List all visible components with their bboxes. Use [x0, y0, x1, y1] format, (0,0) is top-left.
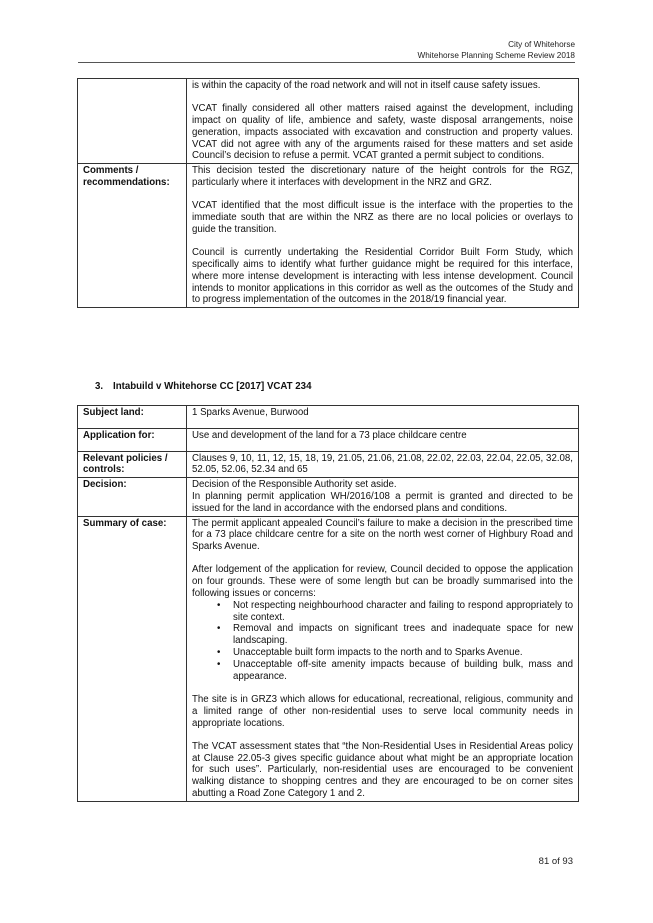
page-number: 81 of 93 — [538, 856, 573, 867]
subject-value: 1 Sparks Avenue, Burwood — [187, 406, 579, 429]
concerns-list — [192, 600, 573, 683]
paragraph: VCAT finally considered all other matters raised against the development, including impact on quality of life, ambience and safety, waste disposal arrangements, noise generation, impacts associated with excavation and construction and property values. VCAT did not agree with any of the arguments raised for these matters and set aside Council’s decision to refuse a permit. VCAT granted a permit subject to conditions. — [192, 103, 573, 162]
header-org: City of Whitehorse — [508, 40, 575, 49]
paragraph: is within the capacity of the road network and will not in itself cause safety issues. — [192, 80, 541, 91]
paragraph: Council is currently undertaking the Residential Corridor Built Form Study, which specifically aims to identify what further guidance might be required for this interface, where more intense development is interacting with less intense development. Council intends to monitor applications in this corridor as well as the outcomes of the Study and to progress implementation of the outcomes in the 2018/19 financial year. — [192, 247, 573, 306]
paragraph: The permit applicant appealed Council’s failure to make a decision in the prescribed time for a 73 place childcare centre for a site on the north west corner of Highbury Road and Sparks Avenue. — [192, 517, 573, 553]
row-label-empty — [78, 79, 187, 164]
row-content — [187, 79, 579, 164]
policies-value: Clauses 9, 10, 11, 12, 15, 18, 19, 21.05, 21.06, 21.08, 22.02, 22.03, 22.04, 22.05, 32.08, 52.05, 52.06, 52.34 and 65 — [187, 451, 579, 478]
row-label-application: Application for: — [78, 428, 187, 451]
paragraph: The VCAT assessment states that “the Non-Residential Uses in Residential Areas policy at Clause 22.05-3 gives specific guidance about what might be an appropriate location for such uses”. Particularly, non-residential uses are encouraged to be convenient walking distance to shopping centres and they are encouraged to be on corner sites abutting a Road Zone Category 1 and 2. — [192, 740, 573, 800]
list-item: • Not respecting neighbourhood character and failing to respond appropriately to site context. — [233, 600, 573, 624]
row-label-decision: Decision: — [78, 478, 187, 516]
paragraph: VCAT identified that the most difficult issue is the interface with the properties to the immediate south that are within the NRZ as there are no local policies or overlays to guide the transition. — [192, 200, 573, 235]
decision-line: Decision of the Responsible Authority set aside. — [192, 479, 397, 491]
row-label-policies: Relevant policies / controls: — [78, 451, 187, 478]
section-heading — [95, 381, 311, 392]
summary-value — [187, 516, 579, 801]
row-label-summary: Summary of case: — [78, 516, 187, 801]
table-row — [78, 516, 579, 801]
table-row — [78, 79, 579, 164]
table-row — [78, 478, 579, 516]
list-item: • Unacceptable built form impacts to the north and to Sparks Avenue. — [233, 647, 573, 659]
case-table-previous — [77, 78, 579, 308]
section-title: Intabuild v Whitehorse CC [2017] VCAT 234 — [113, 381, 312, 392]
table-row — [78, 451, 579, 478]
list-item: • Removal and impacts on significant trees and inadequate space for new landscaping. — [233, 623, 573, 647]
row-content — [187, 164, 579, 308]
table-row — [78, 164, 579, 308]
row-label-subject: Subject land: — [78, 406, 187, 429]
header-divider — [78, 62, 575, 63]
page-header — [418, 39, 575, 61]
paragraph: After lodgement of the application for review, Council decided to oppose the application on four grounds. These were of some length but can be broadly summarised into the following issues or concerns: — [192, 564, 573, 600]
application-value: Use and development of the land for a 73 place childcare centre — [187, 428, 579, 451]
list-item: • Unacceptable off-site amenity impacts because of building bulk, mass and appearance. — [233, 659, 573, 683]
decision-value — [187, 478, 579, 516]
section-number: 3. — [95, 381, 104, 392]
paragraph: The site is in GRZ3 which allows for educational, recreational, religious, community and a limited range of other non-residential uses to serve local community needs in appropriate locations. — [192, 693, 573, 729]
case-table-intabuild — [77, 405, 579, 802]
table-row — [78, 428, 579, 451]
table-row — [78, 406, 579, 429]
header-doc-title: Whitehorse Planning Scheme Review 2018 — [417, 51, 575, 60]
row-label-comments: Comments / recommendations: — [78, 164, 187, 308]
decision-line: In planning permit application WH/2016/108 a permit is granted and directed to be issued for the land in accordance with the endorsed plans and conditions. — [192, 490, 573, 514]
paragraph: This decision tested the discretionary nature of the height controls for the RGZ, particularly where it interfaces with development in the NRZ and GRZ. — [192, 165, 573, 189]
